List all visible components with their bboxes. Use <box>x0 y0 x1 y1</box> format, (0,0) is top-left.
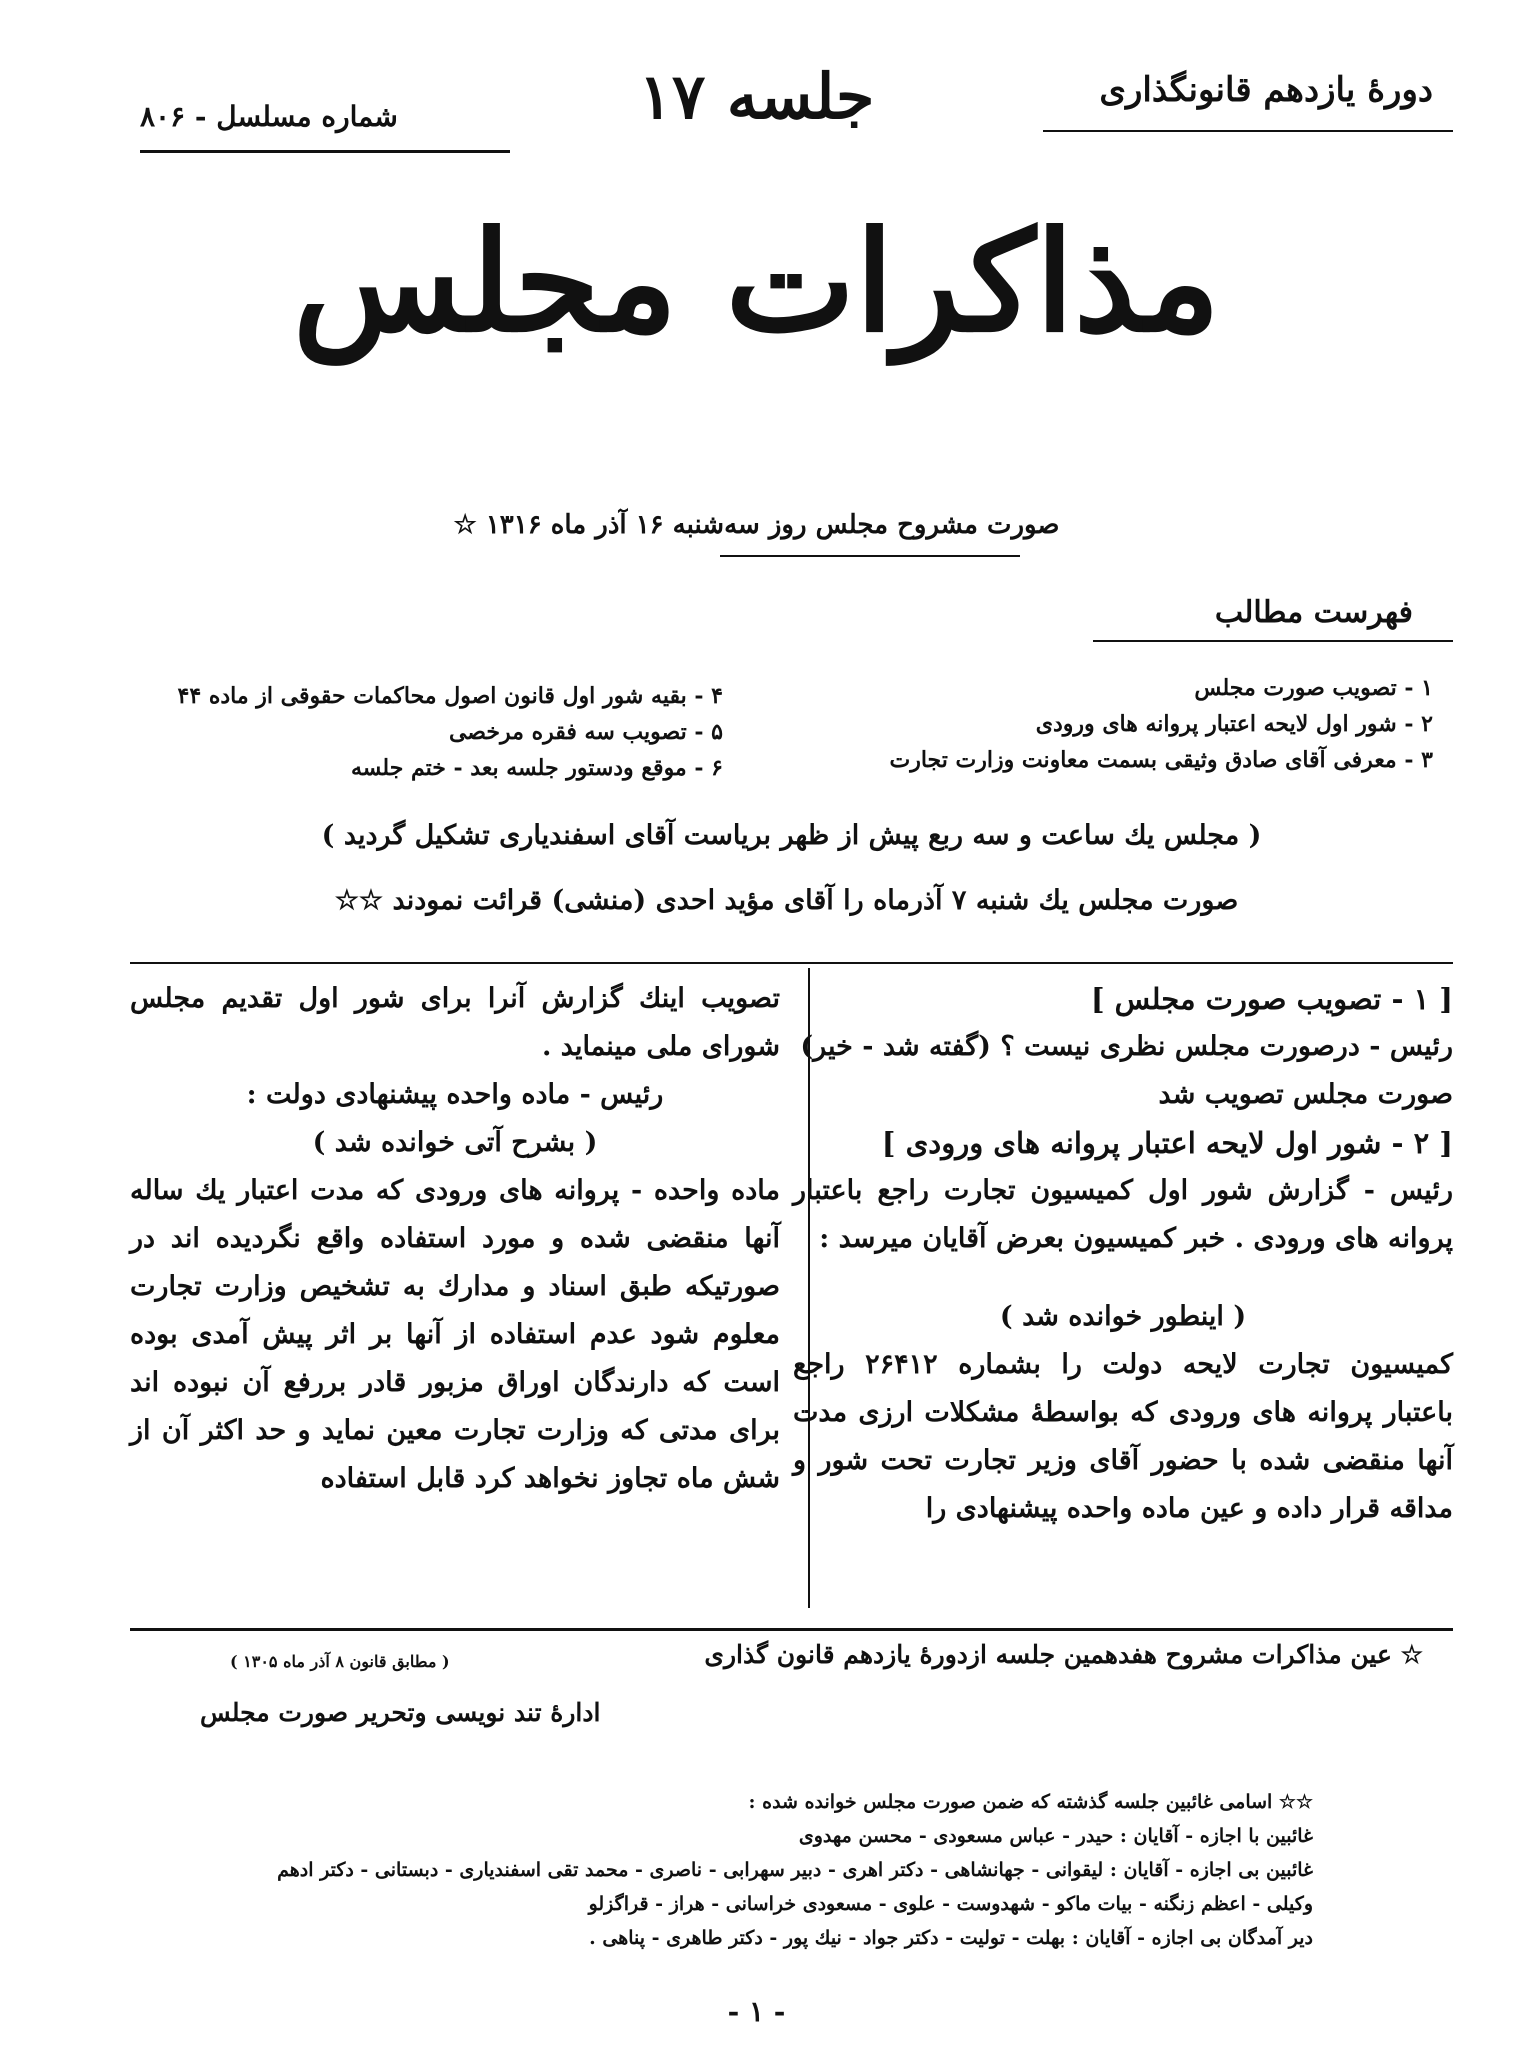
section-heading: [ ۱ - تصویب صورت مجلس ] <box>1090 982 1453 1016</box>
list-item: غائبین بی اجازه - آقایان : لیقوانی - جهانشاهی - دکتر اهری - دبیر سهرابی - ناصری - محمد تقی اسفندیاری - دبستانی - دکتر ادهم <box>277 1859 1313 1881</box>
list-item: دیر آمدگان بی اجازه - آقایان : بهلت - توليت - دکتر جواد - نیك پور - دکتر طاهری - پناهی . <box>589 1927 1313 1949</box>
absentees-list <box>113 1785 1313 1955</box>
toc-item: ۵ - تصویب سه فقره مرخصی <box>448 719 723 745</box>
toc-item: ۳ - معرفی آقای صادق وثیقی بسمت معاونت وزارت تجارت <box>889 747 1433 773</box>
footnote-law-reference: ( مطابق قانون ۸ آذر ماه ۱۳۰۵ ) <box>230 1652 450 1671</box>
body-column-left <box>130 975 780 1503</box>
list-item: غائبین با اجازه - آقایان : حیدر - عباس مسعودی - محسن مهدوی <box>798 1825 1313 1847</box>
body-column-right <box>793 975 1453 1533</box>
list-item: ☆☆ اسامی غائبین جلسه گذشته که ضمن صورت مجلس خوانده شده : <box>748 1791 1313 1813</box>
column-divider <box>808 968 810 1608</box>
toc-item: ۴ - بقیه شور اول قانون اصول محاکمات حقوقی از ماده ۴۴ <box>177 683 723 709</box>
stenography-bureau: ادارهٔ تند نویسی وتحریر صورت مجلس <box>200 1698 601 1727</box>
body-paragraph: کمیسیون تجارت لایحه دولت را بشماره ۲۶۴۱۲ راجع باعتبار پروانه های ورودی که بواسطهٔ مشکلات ارزی مدت آنها منقضی شده با حضور آقای وزیر تجارت تحت شور و مداقه قرار داده و عین ماده واحده پیشنهادی را <box>793 1349 1453 1524</box>
page-number: - ۱ - <box>727 1995 786 2028</box>
toc-underline <box>1093 640 1453 642</box>
toc-item: ۱ - تصویب صورت مجلس <box>1194 675 1433 701</box>
session-opening-note: ( مجلس یك ساعت و سه ربع پیش از ظهر بریاست آقای اسفندیاری تشکیل گردید ) <box>321 820 1262 851</box>
section-heading: [ ۲ - شور اول لایحه اعتبار پروانه های ورودی ] <box>881 1126 1453 1160</box>
section-divider <box>130 962 1453 964</box>
toc-title: فهرست مطالب <box>1214 595 1413 630</box>
body-paragraph: ( بشرح آتی خوانده شد ) <box>312 1127 598 1158</box>
legislative-period: دورۀ یازدهم قانونگذاری <box>1099 70 1433 110</box>
toc-column-left <box>143 678 723 786</box>
footnote-source: ☆ عین مذاکرات مشروح هفدهمین جلسه ازدورهٔ یازدهم قانون گذاری <box>704 1640 1423 1669</box>
body-paragraph: رئیس - گزارش شور اول کمیسیون تجارت راجع باعتبار پروانه های ورودی . خبر کمیسیون بعرض آقایان میرسد : <box>793 1175 1453 1254</box>
body-paragraph: تصویب اینك گزارش آنرا برای شور اول تقدیم مجلس شورای ملی مینماید . <box>130 983 780 1062</box>
session-subtitle: صورت مشروح مجلس روز سه‌شنبه ۱۶ آذر ماه ۱۳۱۶ ☆ <box>453 510 1060 540</box>
body-paragraph: رئیس - درصورت مجلس نظری نیست ؟ (گفته شد - خیر) <box>800 1031 1453 1062</box>
toc-item: ۲ - شور اول لایحه اعتبار پروانه های ورودی <box>1035 711 1433 737</box>
header-rule-left <box>140 150 510 153</box>
body-paragraph: ماده واحده - پروانه های ورودی که مدت اعتبار یك ساله آنها منقضی شده و مورد استفاده واقع نگردیده اند در صورتیکه طبق اسناد و مدارك به تشخیص وزارت تجارت معلوم شود عدم استفاده از آنها بر اثر پیش آمدی بوده است که دارندگان اوراق مزبور قادر بررفع آن نبوده اند برای مدتی که وزارت تجارت معین نماید و حد اکثر آن از شش ماه تجاوز نخواهد کرد قابل استفاده <box>130 1175 780 1494</box>
session-number: جلسه ۱۷ <box>638 60 875 133</box>
minutes-read-note: صورت مجلس یك شنبه ۷ آذرماه را آقای مؤید احدی (منشی) قرائت نمودند ☆☆ <box>334 885 1239 916</box>
list-item: وکیلی - اعظم زنگنه - بیات ماکو - شهدوست - علوی - مسعودی خراسانی - هراز - قراگزلو <box>588 1893 1313 1915</box>
masthead-title: مذاکرات مجلس <box>292 200 1221 363</box>
toc-column-right <box>813 670 1433 778</box>
body-paragraph: صورت مجلس تصویب شد <box>1158 1079 1453 1110</box>
footer-divider <box>130 1628 1453 1631</box>
header-rule-right <box>1043 130 1453 132</box>
body-paragraph: ( اینطور خوانده شد ) <box>999 1301 1247 1332</box>
toc-item: ۶ - موقع ودستور جلسه بعد - ختم جلسه <box>351 755 723 781</box>
subtitle-underline <box>720 555 1020 557</box>
serial-number: شماره مسلسل - ۸۰۶ <box>140 100 398 133</box>
body-paragraph: رئیس - ماده واحده پیشنهادی دولت : <box>246 1079 664 1110</box>
